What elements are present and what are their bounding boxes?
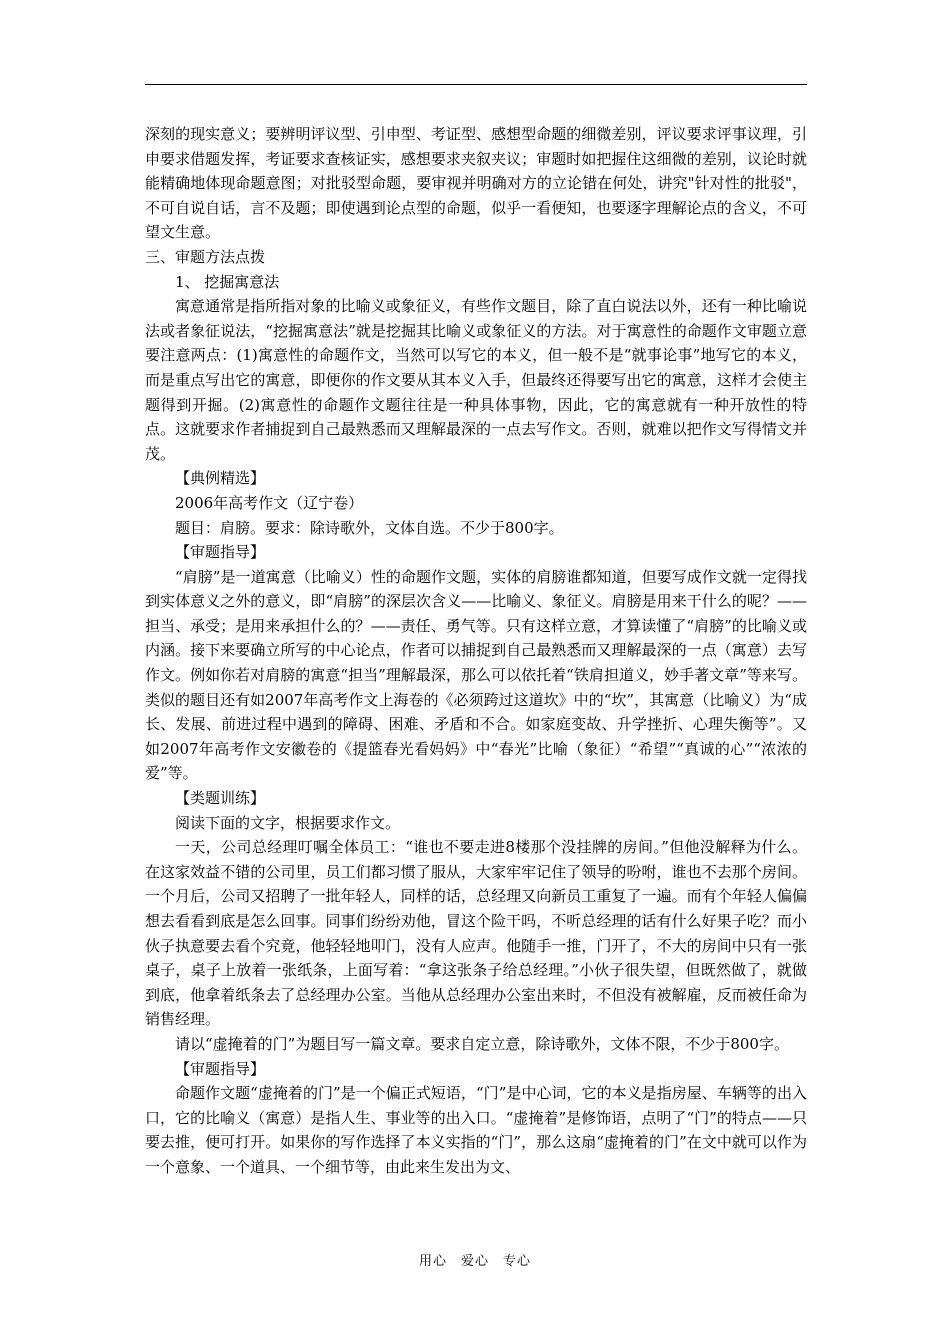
paragraph: 深刻的现实意义；要辨明评议型、引申型、考证型、感想型命题的细微差别，评议要求评事议理，引申要求借题发挥，考证要求查核证实，感想要求夹叙夹议；审题时如把握住这细微的差别，议论时就能精确地体现命题意图；对批驳型命题，要审视并明确对方的立论错在何处，讲究"针对性的批驳"，不可自说自话，言不及题；即使遇到论点型的命题，似乎一看便知，也要逐字理解论点的含义，不可望文生意。 [145, 125, 807, 242]
section-heading: 三、审题方法点拨 [145, 247, 266, 266]
task-prompt: 请以“虚掩着的门”为题目写一篇文章。要求自定立意，除诗歌外，文体不限，不少于800字。 [175, 1034, 789, 1053]
example-heading: 【典例精选】 [175, 469, 266, 488]
paragraph: 命题作文题“虚掩着的门”是一个偏正式短语，“门”是中心词，它的本义是指房屋、车辆等的出入口，它的比喻义（寓意）是指人生、事业等的出入口。“虚掩着”是修饰语，点明了“门”的特点——只要去推，便可打开。如果你的写作选择了本义实指的“门”，那么这扇“虚掩着的门”在文中就可以作为一个意象、一个道具、一个细节等，由此来生发出为文、 [145, 1084, 807, 1176]
subsection-heading: 1、 挖掘寓意法 [175, 272, 280, 291]
paragraph: “肩膀”是一道寓意（比喻义）性的命题作文题，实体的肩膀谁都知道，但要写成作文就一定得找到实体意义之外的意义，即“肩膀”的深层次含义——比喻义、象征义。肩膀是用来干什么的呢？——担当、承受；是用来承担什么的？——责任、勇气等。只有这样立意，才算读懂了“肩膀”的比喻义或内涵。接下来要确立所写的中心论点，作者可以捕捉到自己最熟悉而又理解最深的一点（寓意）去写作文。例如你若对肩膀的寓意“担当”理解最深，那么可以依托着“铁肩担道义，妙手著文章”等来写。类似的题目还有如2007年高考作文上海卷的《必须跨过这道坎》中的“坎”，其寓意（比喻义）为“成长、发展、前进过程中遇到的障碍、困难、矛盾和不合。如家庭变故、升学挫折、心理失衡等”。又如2007年高考作文安徽卷的《提篮春光看妈妈》中“春光”比喻（象征）“希望”“真诚的心”“浓浓的爱”等。 [145, 567, 807, 783]
document-body [145, 122, 807, 1180]
page-footer: 用心 爱心 专心 [418, 1254, 531, 1269]
guidance-heading: 【审题指导】 [175, 543, 266, 562]
exam-source: 2006年高考作文（辽宁卷） [175, 493, 364, 512]
guidance-heading: 【审题指导】 [175, 1059, 266, 1078]
exam-prompt: 题目：肩膀。要求：除诗歌外，文体自选。不少于800字。 [175, 518, 564, 537]
paragraph: 寓意通常是指所指对象的比喻义或象征义，有些作文题目，除了直白说法以外，还有一种比喻说法或者象征说法，“挖掘寓意法”就是挖掘其比喻义或象征义的方法。对于寓意性的命题作文审题立意要注意两点：(1)寓意性的命题作文，当然可以写它的本义，但一般不是“就事论事”地写它的本义，而是重点写出它的寓意，即便你的作文要从其本义入手，但最终还得要写出它的寓意，这样才会使主题得到开掘。(2)寓意性的命题作文题往往是一种具体事物，因此，它的寓意就有一种开放性的特点。这就要求作者捕捉到自己最熟悉而又理解最深的一点去写作文。否则，就难以把作文写得情文并茂。 [145, 297, 807, 463]
story-paragraph: 一天，公司总经理叮嘱全体员工：“谁也不要走进8楼那个没挂牌的房间。”但他没解释为什么。在这家效益不错的公司里，员工们都习惯了服从，大家牢牢记住了领导的吩咐，谁也不去那个房间。一个月后，公司又招聘了一批年轻人，同样的话，总经理又向新员工重复了一遍。而有个年轻人偏偏想去看看到底是怎么回事。同事们纷纷劝他，冒这个险干吗，不听总经理的话有什么好果子吃？而小伙子执意要去看个究竟，他轻轻地叩门，没有人应声。他随手一推，门开了，不大的房间中只有一张桌子，桌子上放着一张纸条，上面写着：“拿这张条子给总经理。”小伙子很失望，但既然做了，就做到底，他拿着纸条去了总经理办公室。当他从总经理办公室出来时，不但没有被解雇，反而被任命为销售经理。 [145, 838, 807, 1029]
header-rule [145, 84, 807, 85]
instruction: 阅读下面的文字，根据要求作文。 [175, 813, 401, 832]
training-heading: 【类题训练】 [175, 789, 266, 808]
